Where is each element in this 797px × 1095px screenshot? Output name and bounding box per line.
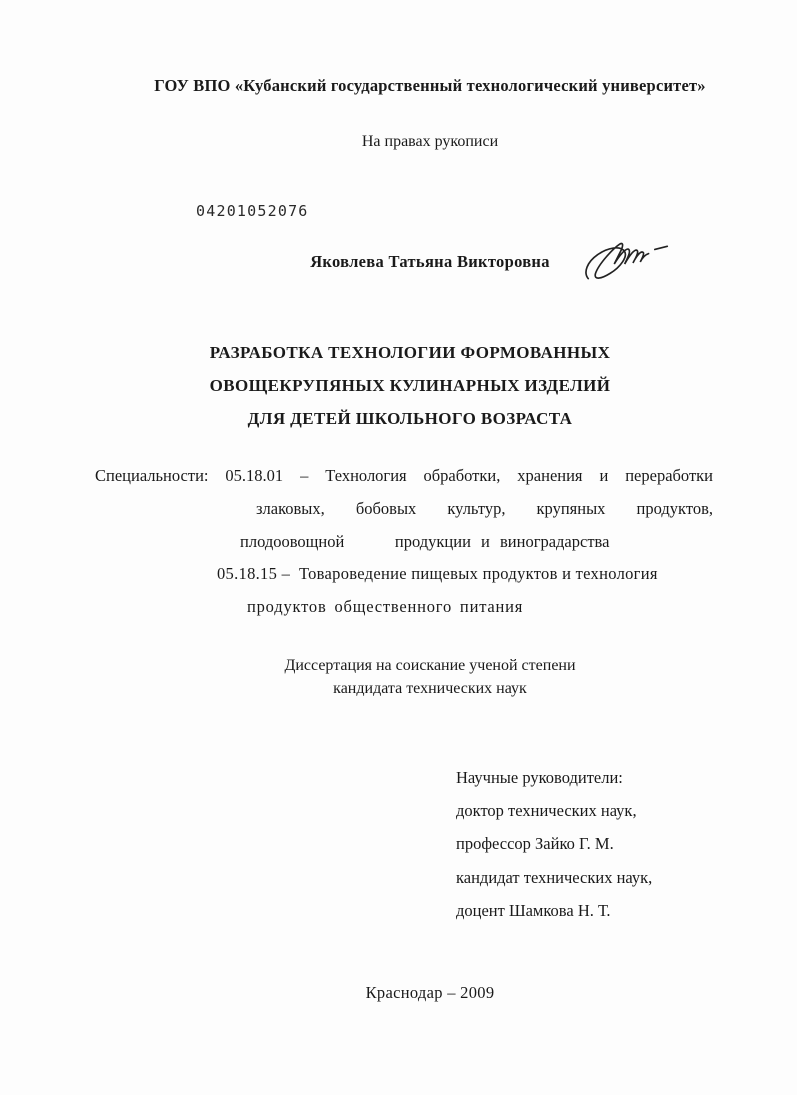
registration-number: 04201052076 [196,202,309,220]
specialty-line-5: продуктов общественного питания [247,597,524,616]
specialty-line-1: Специальности: 05.18.01 – Технология обработки, хранения и переработки [95,466,713,485]
supervisors-heading: Научные руководители: [456,768,623,787]
title-line-2: ОВОЩЕКРУПЯНЫХ КУЛИНАРНЫХ ИЗДЕЛИЙ [209,376,611,395]
supervisor-line-4: доцент Шамкова Н. Т. [456,900,611,920]
signature-icon [582,235,686,291]
title-line-3: ДЛЯ ДЕТЕЙ ШКОЛЬНОГО ВОЗРАСТА [247,409,573,428]
degree-line-1: Диссертация на соискание ученой степени [284,657,576,674]
supervisors-block [456,761,652,927]
manuscript-note: На правах рукописи [361,133,499,150]
specialty-line-2: злаковых, бобовых культур, крупяных продуктов, [256,499,713,518]
author-name: Яковлева Татьяна Викторовна [310,252,550,271]
degree-line-2: кандидата технических наук [333,680,527,697]
title-line-1: РАЗРАБОТКА ТЕХНОЛОГИИ ФОРМОВАННЫХ [209,343,611,362]
supervisor-line-2: профессор Зайко Г. М. [456,834,614,854]
specialty-line-3: плодоовощной продукции и виноградарства [240,532,610,551]
degree-statement [63,654,797,700]
university-name: ГОУ ВПО «Кубанский государственный технологический университет» [154,76,706,95]
specialty-line-4: 05.18.15 – Товароведение пищевых продуктов и технология [217,564,658,583]
city-year: Краснодар – 2009 [365,983,495,1002]
dissertation-title [40,336,780,435]
supervisor-line-3: кандидат технических наук, [456,867,653,887]
supervisor-line-1: доктор технических наук, [456,801,637,821]
